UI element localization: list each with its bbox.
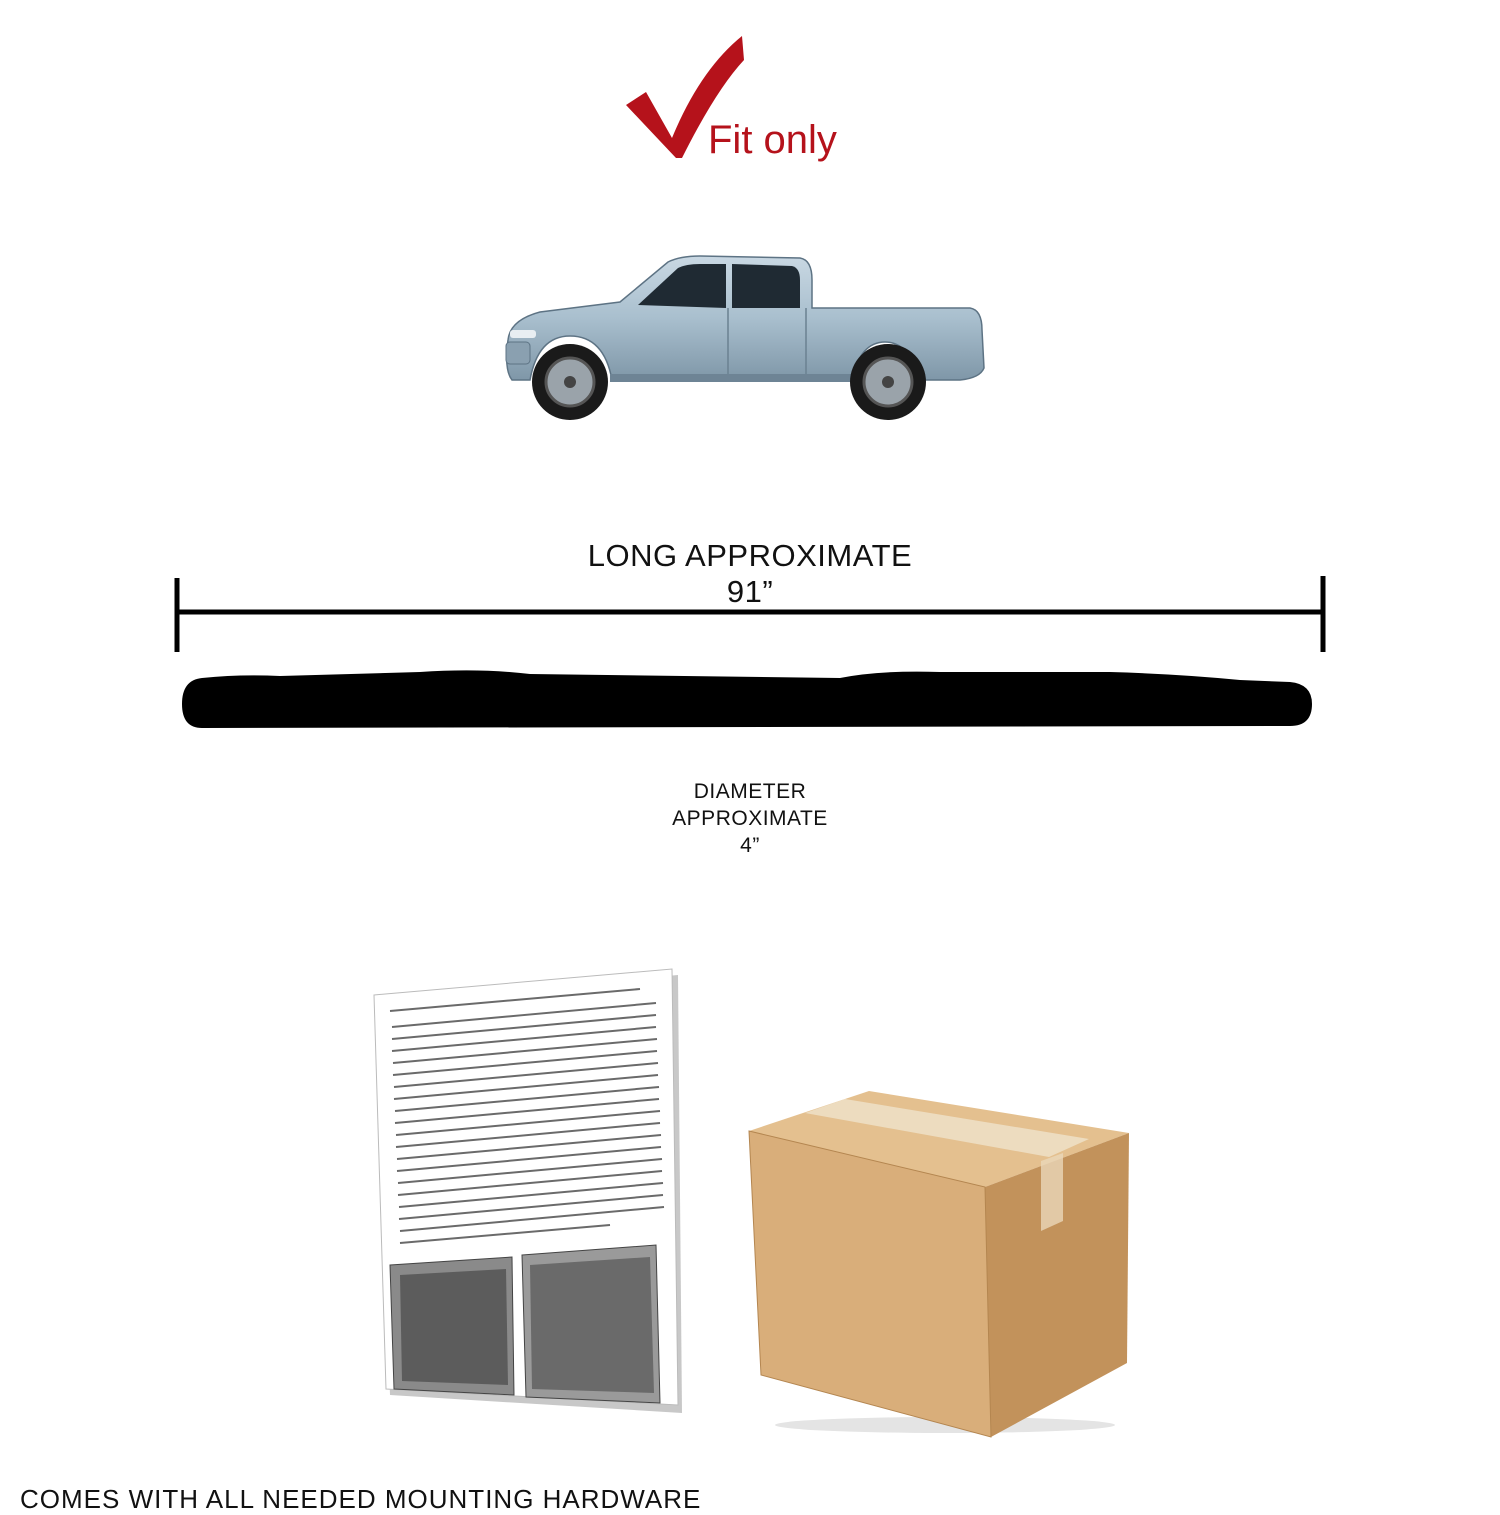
length-label-text: LONG APPROXIMATE (587, 538, 913, 573)
diameter-label (600, 778, 900, 859)
diameter-label-line1: DIAMETER (693, 780, 807, 803)
pickup-truck-image (500, 250, 990, 430)
instruction-sheet-image (360, 965, 690, 1425)
diameter-value: 4” (740, 834, 760, 857)
footer-note: COMES WITH ALL NEEDED MOUNTING HARDWARE (20, 1484, 702, 1514)
fit-only-label: Fit only (708, 118, 837, 162)
running-board-bar-image (180, 664, 1315, 732)
length-value: 91” (726, 574, 774, 609)
diameter-label-line2: APPROXIMATE (672, 807, 828, 830)
cardboard-box-image (745, 1085, 1145, 1445)
length-measure-line (170, 570, 1335, 660)
